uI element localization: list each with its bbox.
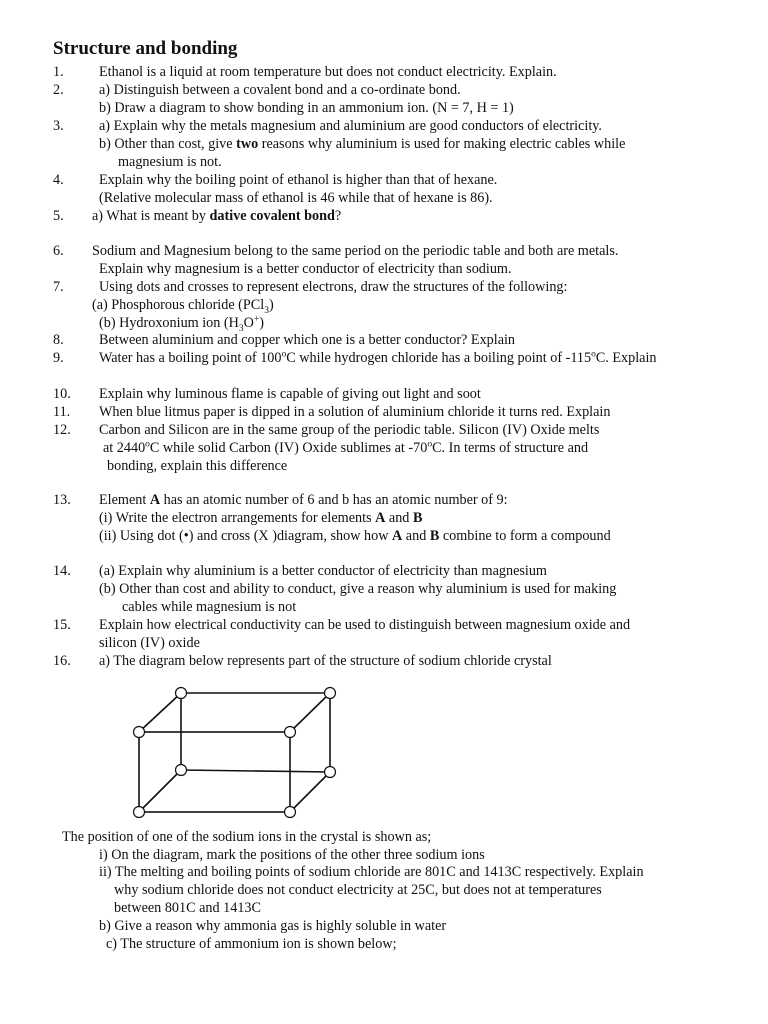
question-text: cables while magnesium is not: [122, 599, 297, 615]
question-text: Between aluminium and copper which one is a better conductor? Explain: [99, 332, 516, 348]
question-text: b) Draw a diagram to show bonding in an ammonium ion. (N = 7, H = 1): [99, 100, 514, 116]
question-text: The position of one of the sodium ions in the crystal is shown as;: [62, 829, 432, 845]
question-number: 2.: [53, 82, 64, 98]
question-text: b) Give a reason why ammonia gas is highly soluble in water: [99, 918, 447, 934]
question-text: Ethanol is a liquid at room temperature but does not conduct electricity. Explain.: [99, 64, 557, 80]
question-text: magnesium is not.: [118, 154, 222, 170]
question-number: 10.: [53, 386, 71, 402]
question-number: 11.: [53, 404, 71, 420]
question-text: a) What is meant by dative covalent bond?: [92, 208, 342, 224]
question-number: 6.: [53, 243, 64, 259]
question-number: 13.: [53, 492, 71, 508]
lattice-point: [176, 688, 187, 699]
question-number: 15.: [53, 617, 71, 633]
question-number: 7.: [53, 279, 64, 295]
question-text: b) Other than cost, give two reasons why aluminium is used for making electric cables while: [99, 136, 626, 152]
question-text: Water has a boiling point of 100$^o$C while hydrogen chloride has a boiling point of -115$^o$C. Explain: [99, 349, 657, 366]
question-text: When blue litmus paper is dipped in a solution of aluminium chloride it turns red. Explain: [99, 404, 611, 420]
question-text: a) Distinguish between a covalent bond and a co-ordinate bond.: [99, 82, 461, 98]
emphasis-text: dative covalent bond: [209, 208, 335, 224]
question-text: bonding, explain this difference: [107, 458, 288, 474]
page-title: Structure and bonding: [53, 38, 238, 59]
lattice-point: [134, 727, 145, 738]
question-text: (b) Other than cost and ability to conduct, give a reason why aluminium is used for making: [99, 581, 617, 597]
question-text: (a) Explain why aluminium is a better conductor of electricity than magnesium: [99, 563, 547, 579]
question-text: Using dots and crosses to represent electrons, draw the structures of the following:: [99, 279, 568, 295]
question-number: 9.: [53, 350, 64, 366]
emphasis-text: two: [236, 136, 259, 152]
question-text: a) Explain why the metals magnesium and aluminium are good conductors of electricity.: [99, 118, 602, 134]
question-text: (ii) Using dot (•) and cross (X )diagram, show how A and B combine to form a compound: [99, 528, 611, 544]
question-text: ii) The melting and boiling points of sodium chloride are 801C and 1413C respectively. Explain: [99, 864, 644, 880]
question-text: (i) Write the electron arrangements for elements A and B: [99, 510, 423, 526]
lattice-point: [285, 727, 296, 738]
question-text: (b) Hydroxonium ion $(H_3O^+)$: [99, 314, 264, 334]
question-number: 4.: [53, 172, 64, 188]
sodium-chloride-crystal-diagram: [125, 680, 350, 825]
question-number: 3.: [53, 118, 64, 134]
question-text: Sodium and Magnesium belong to the same period on the periodic table and both are metals.: [92, 243, 619, 259]
question-number: 16.: [53, 653, 71, 669]
lattice-point: [134, 807, 145, 818]
question-text: silicon (IV) oxide: [99, 635, 200, 651]
question-text: Explain why the boiling point of ethanol is higher than that of hexane.: [99, 172, 498, 188]
question-text: Explain how electrical conductivity can be used to distinguish between magnesium oxide and: [99, 617, 631, 633]
question-number: 5.: [53, 208, 64, 224]
lattice-point: [285, 807, 296, 818]
question-text: Explain why luminous flame is capable of giving out light and soot: [99, 386, 481, 402]
question-text: a) The diagram below represents part of the structure of sodium chloride crystal: [99, 653, 552, 669]
question-number: 1.: [53, 64, 64, 80]
lattice-point: [325, 767, 336, 778]
question-text: Element A has an atomic number of 6 and b has an atomic number of 9:: [99, 492, 508, 508]
question-text: between 801C and 1413C: [114, 900, 261, 916]
question-number: 14.: [53, 563, 71, 579]
question-text: c) The structure of ammonium ion is shown below;: [106, 936, 397, 952]
question-text: Explain why magnesium is a better conductor of electricity than sodium.: [99, 261, 512, 277]
question-number: 12.: [53, 422, 71, 438]
lattice-point: [176, 765, 187, 776]
question-text: Carbon and Silicon are in the same group of the periodic table. Silicon (IV) Oxide melts: [99, 422, 600, 438]
lattice-point: [325, 688, 336, 699]
question-number: 8.: [53, 332, 64, 348]
question-text: at 2440$^o$C while solid Carbon (IV) Oxide sublimes at -70$^o$C. In terms of structure and: [103, 439, 589, 456]
question-text: i) On the diagram, mark the positions of the other three sodium ions: [99, 847, 485, 863]
question-text: why sodium chloride does not conduct electricity at 25C, but does not at temperatures: [114, 882, 602, 898]
question-text: (a) Phosphorous chloride (PCl$_3$): [92, 297, 274, 316]
question-text: (Relative molecular mass of ethanol is 46 while that of hexane is 86).: [99, 190, 493, 206]
